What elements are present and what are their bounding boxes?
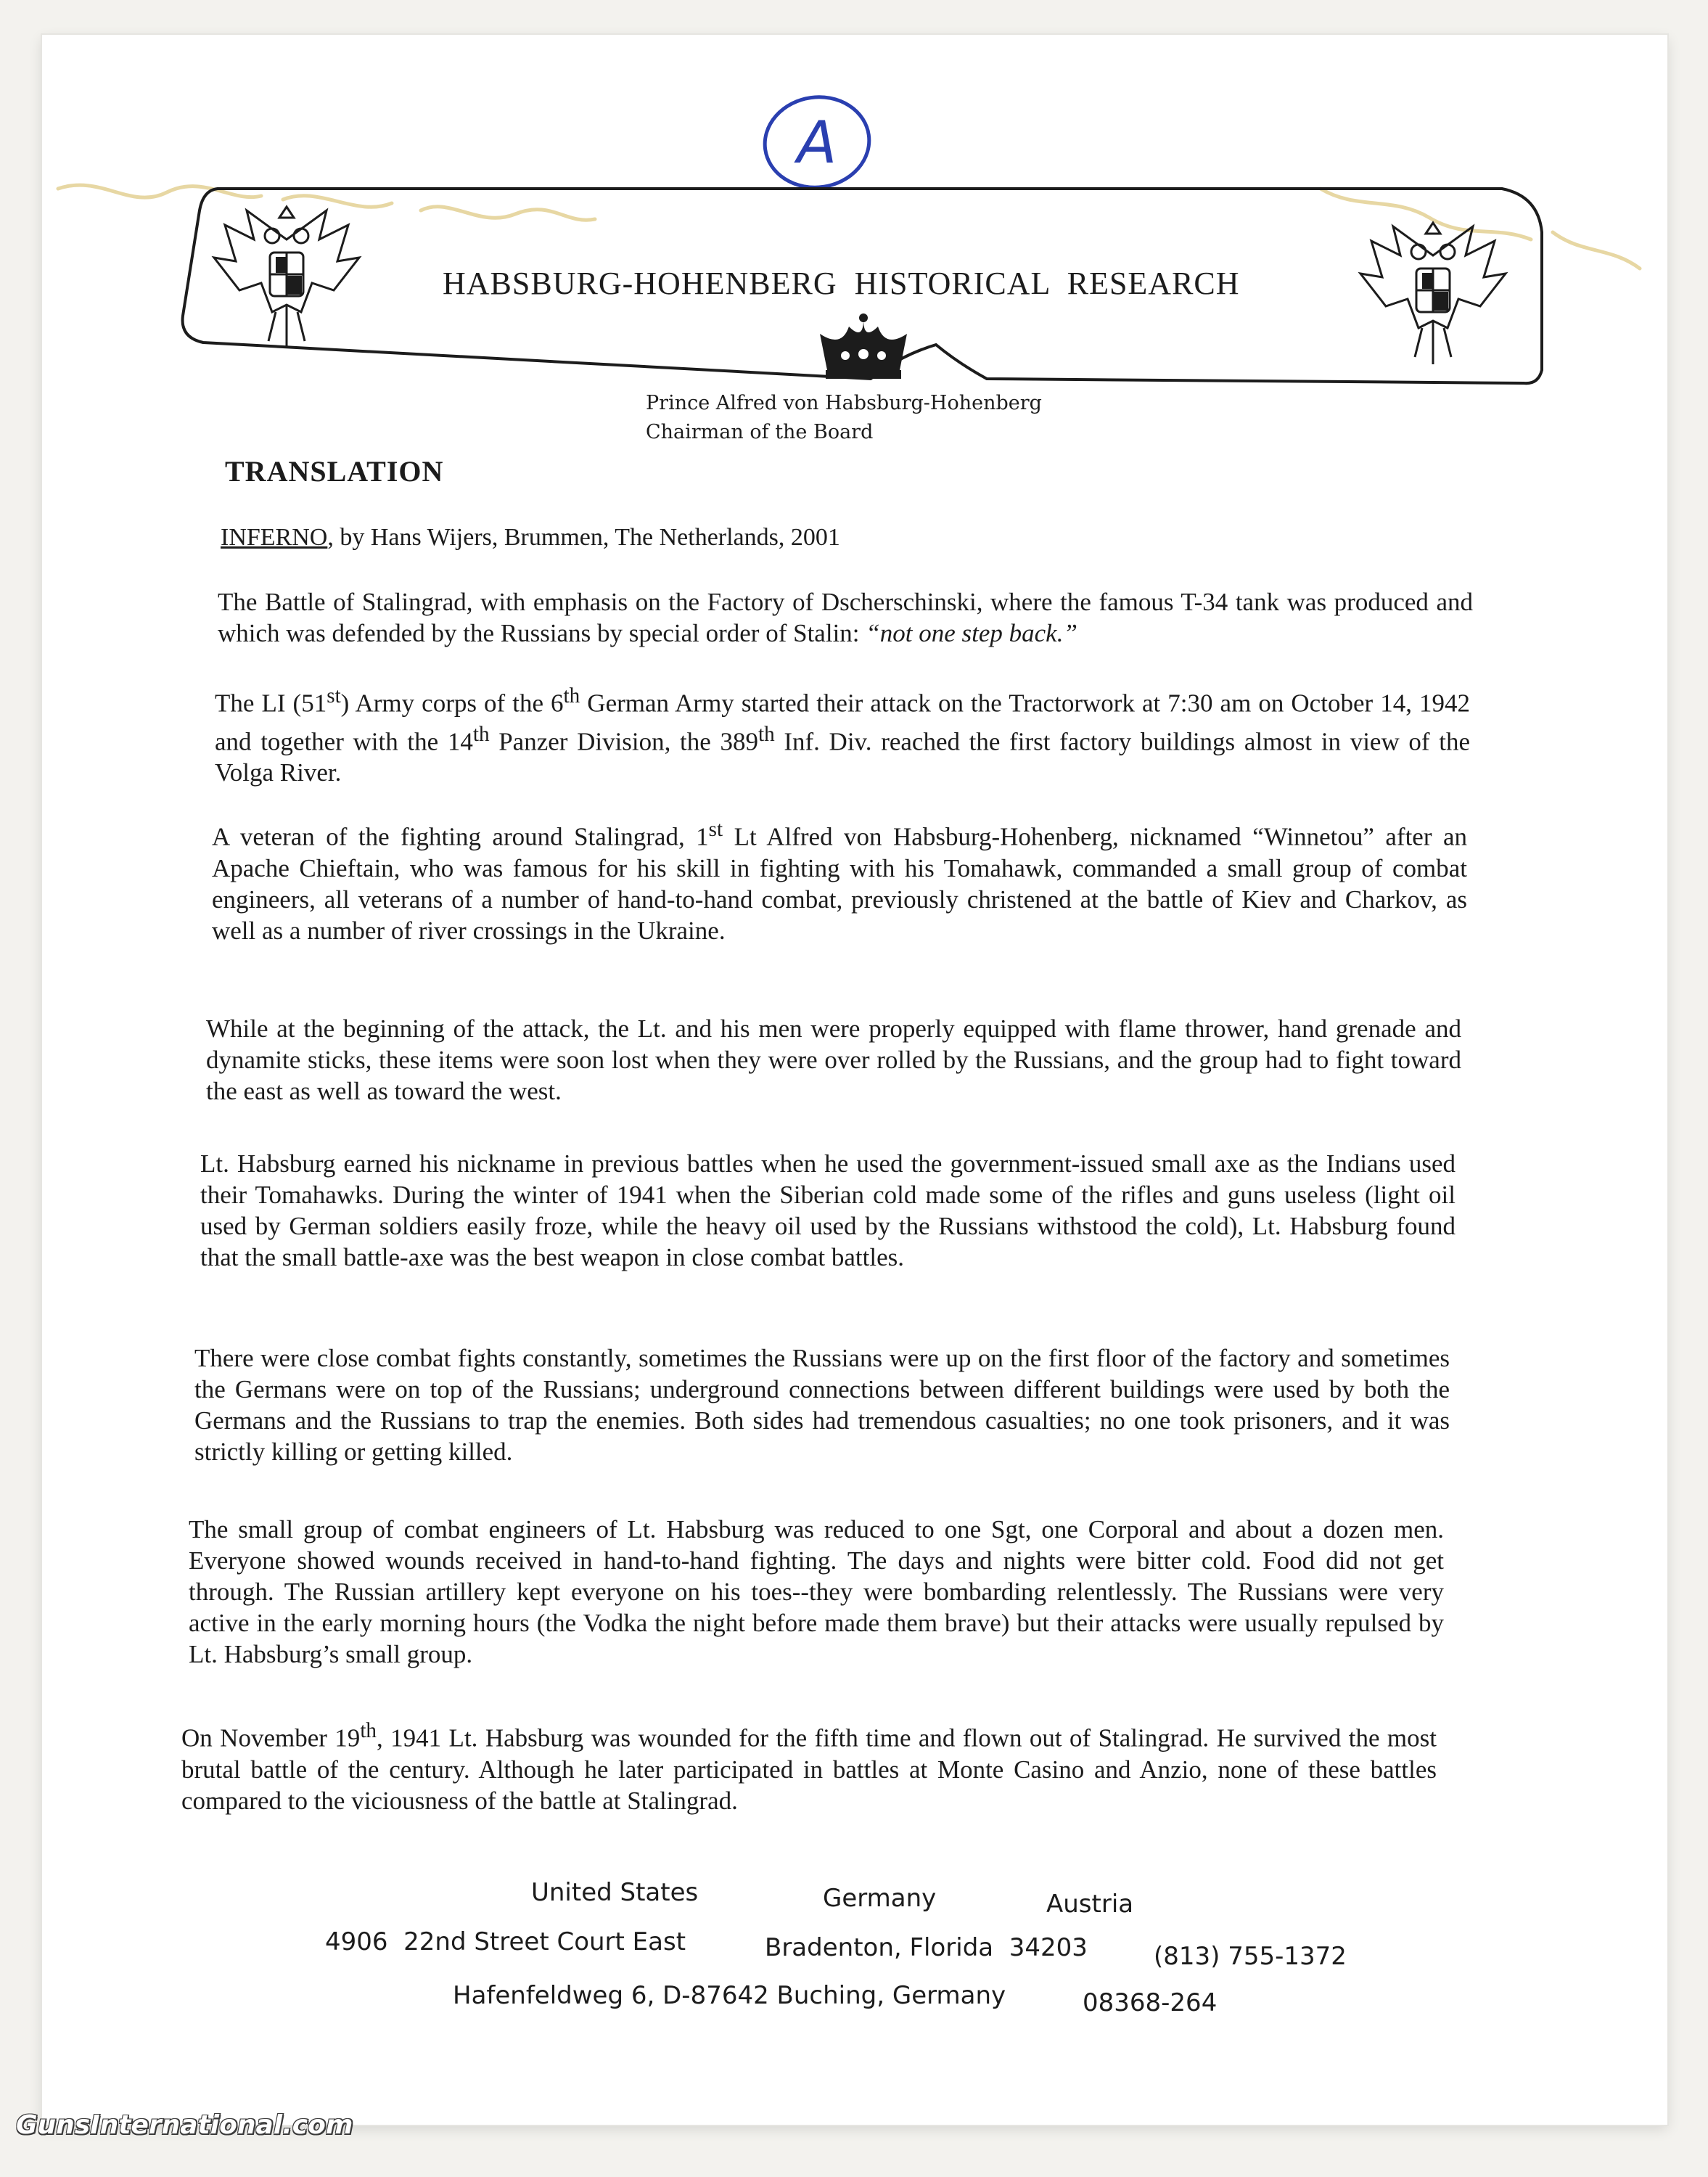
citation bbox=[221, 524, 840, 552]
p2-part: Inf. Div. reached the first factory buildings almost in view of the Volga River. bbox=[215, 727, 1470, 787]
p2-sup: th bbox=[472, 722, 490, 746]
p2-part: ) Army corps of the 6 bbox=[340, 689, 564, 718]
annotation-letter: A bbox=[797, 109, 837, 176]
organization-name: HABSBURG-HOHENBERG HISTORICAL RESEARCH bbox=[443, 266, 1240, 301]
p2-part: German Army started their attack on the Tractorwork at 7:30 am on October 14, 1942 and together with the 14 bbox=[215, 689, 1470, 756]
footer-germany-address: Hafenfeldweg 6, D-87642 Buching, Germany bbox=[453, 1981, 1006, 2010]
crown-icon bbox=[813, 312, 914, 385]
p3-part: Lt Alfred von Habsburg-Hohenberg, nicknamed “Winnetou” after an Apache Chieftain, who was famous for his skill in fighting with his Tomahawk, commanded a small group of combat engineers, all veterans of a number of hand-to-hand combat, previously christened at the battle of Kiev and Charkov, as well as a number of river crossings in the Ukraine. bbox=[212, 822, 1468, 945]
citation-title: INFERNO bbox=[221, 524, 328, 551]
paragraph-7: The small group of combat engineers of Lt. Habsburg was reduced to one Sgt, one Corporal and about a dozen men. Everyone showed wounds received in hand-to-hand fighting. The days and nights were bitter cold. Food did not get through. The Russian artillery kept everyone on his toes--they were bombarding relentlessly. The Russians were very active in the early morning hours (the Vodka the night before made them brave) but their attacks were usually repulsed by Lt. Habsburg’s small group. bbox=[189, 1515, 1444, 1668]
p2-part: Panzer Division, the 389 bbox=[489, 727, 758, 756]
p8-sup: th bbox=[360, 1719, 377, 1742]
document-heading: TRANSLATION bbox=[225, 455, 444, 488]
paragraph-1 bbox=[218, 586, 1473, 649]
double-headed-eagle-crest-icon bbox=[203, 196, 370, 363]
paragraph-2 bbox=[215, 681, 1470, 788]
paragraph-1-text: The Battle of Stalingrad, with emphasis on the Factory of Dscherschinski, where the famous T-34 tank was produced and which was defended by the Russians by special order of Stalin: bbox=[218, 588, 1473, 647]
chairman-name: Prince Alfred von Habsburg-Hohenberg bbox=[646, 392, 1042, 414]
p2-sup: th bbox=[757, 722, 775, 746]
citation-details: , by Hans Wijers, Brummen, The Netherlands, 2001 bbox=[327, 524, 840, 551]
footer-germany-phone: 08368-264 bbox=[1083, 1988, 1218, 2017]
p2-sup: th bbox=[563, 684, 580, 708]
footer-us-street: 4906 22nd Street Court East bbox=[325, 1927, 686, 1956]
site-watermark: GunsInternational.com bbox=[16, 2110, 353, 2140]
paragraph-8 bbox=[181, 1715, 1437, 1816]
paragraph-5: Lt. Habsburg earned his nickname in previous battles when he used the government-issued small axe as the Indians used their Tomahawks. During the winter of 1941 when the Siberian cold made some of the rifles and guns useless (light oil used by German soldiers easily froze, while the heavy oil used by the Russians withstood the cold), Lt. Habsburg found that the small battle-axe was the best weapon in close combat battles. bbox=[200, 1149, 1456, 1271]
footer-country-us: United States bbox=[531, 1878, 699, 1907]
chairman-title: Chairman of the Board bbox=[646, 421, 874, 443]
footer-us-city: Bradenton, Florida 34203 bbox=[765, 1933, 1088, 1962]
paragraph-3 bbox=[212, 814, 1467, 946]
paragraph-6: There were close combat fights constantly, sometimes the Russians were up on the first floor of the factory and sometimes the Germans were on top of the Russians; underground connections between different buildings were used by both the Germans and the Russians to trap the enemies. Both sides had tremendous casualties; no one took prisoners, and it was strictly killing or getting killed. bbox=[194, 1344, 1450, 1466]
p3-part: A veteran of the fighting around Stalingrad, 1 bbox=[212, 822, 709, 851]
chairman-block bbox=[646, 389, 1042, 447]
footer-country-austria: Austria bbox=[1046, 1890, 1134, 1919]
paragraph-4: While at the beginning of the attack, the Lt. and his men were properly equipped with flame thrower, hand grenade and dynamite sticks, these items were soon lost when they were over rolled by the Russians, and the group had to fight toward the east as well as toward the west. bbox=[206, 1014, 1461, 1105]
p2-part: The LI (51 bbox=[215, 689, 327, 718]
p2-sup: st bbox=[327, 684, 341, 708]
p3-sup: st bbox=[708, 818, 723, 841]
double-headed-eagle-crest-icon bbox=[1350, 212, 1516, 379]
footer-us-phone: (813) 755-1372 bbox=[1154, 1942, 1347, 1971]
p8-part: On November 19 bbox=[181, 1723, 361, 1752]
footer-country-germany: Germany bbox=[823, 1884, 937, 1913]
p8-part: , 1941 Lt. Habsburg was wounded for the fifth time and flown out of Stalingrad. He survived the most brutal battle of the century. Although he later participated in battles at Monte Casino and Anzio, none of these battles compared to the viciousness of the battle at Stalingrad. bbox=[181, 1723, 1437, 1815]
stalin-quote: “not one step back.” bbox=[866, 619, 1077, 647]
